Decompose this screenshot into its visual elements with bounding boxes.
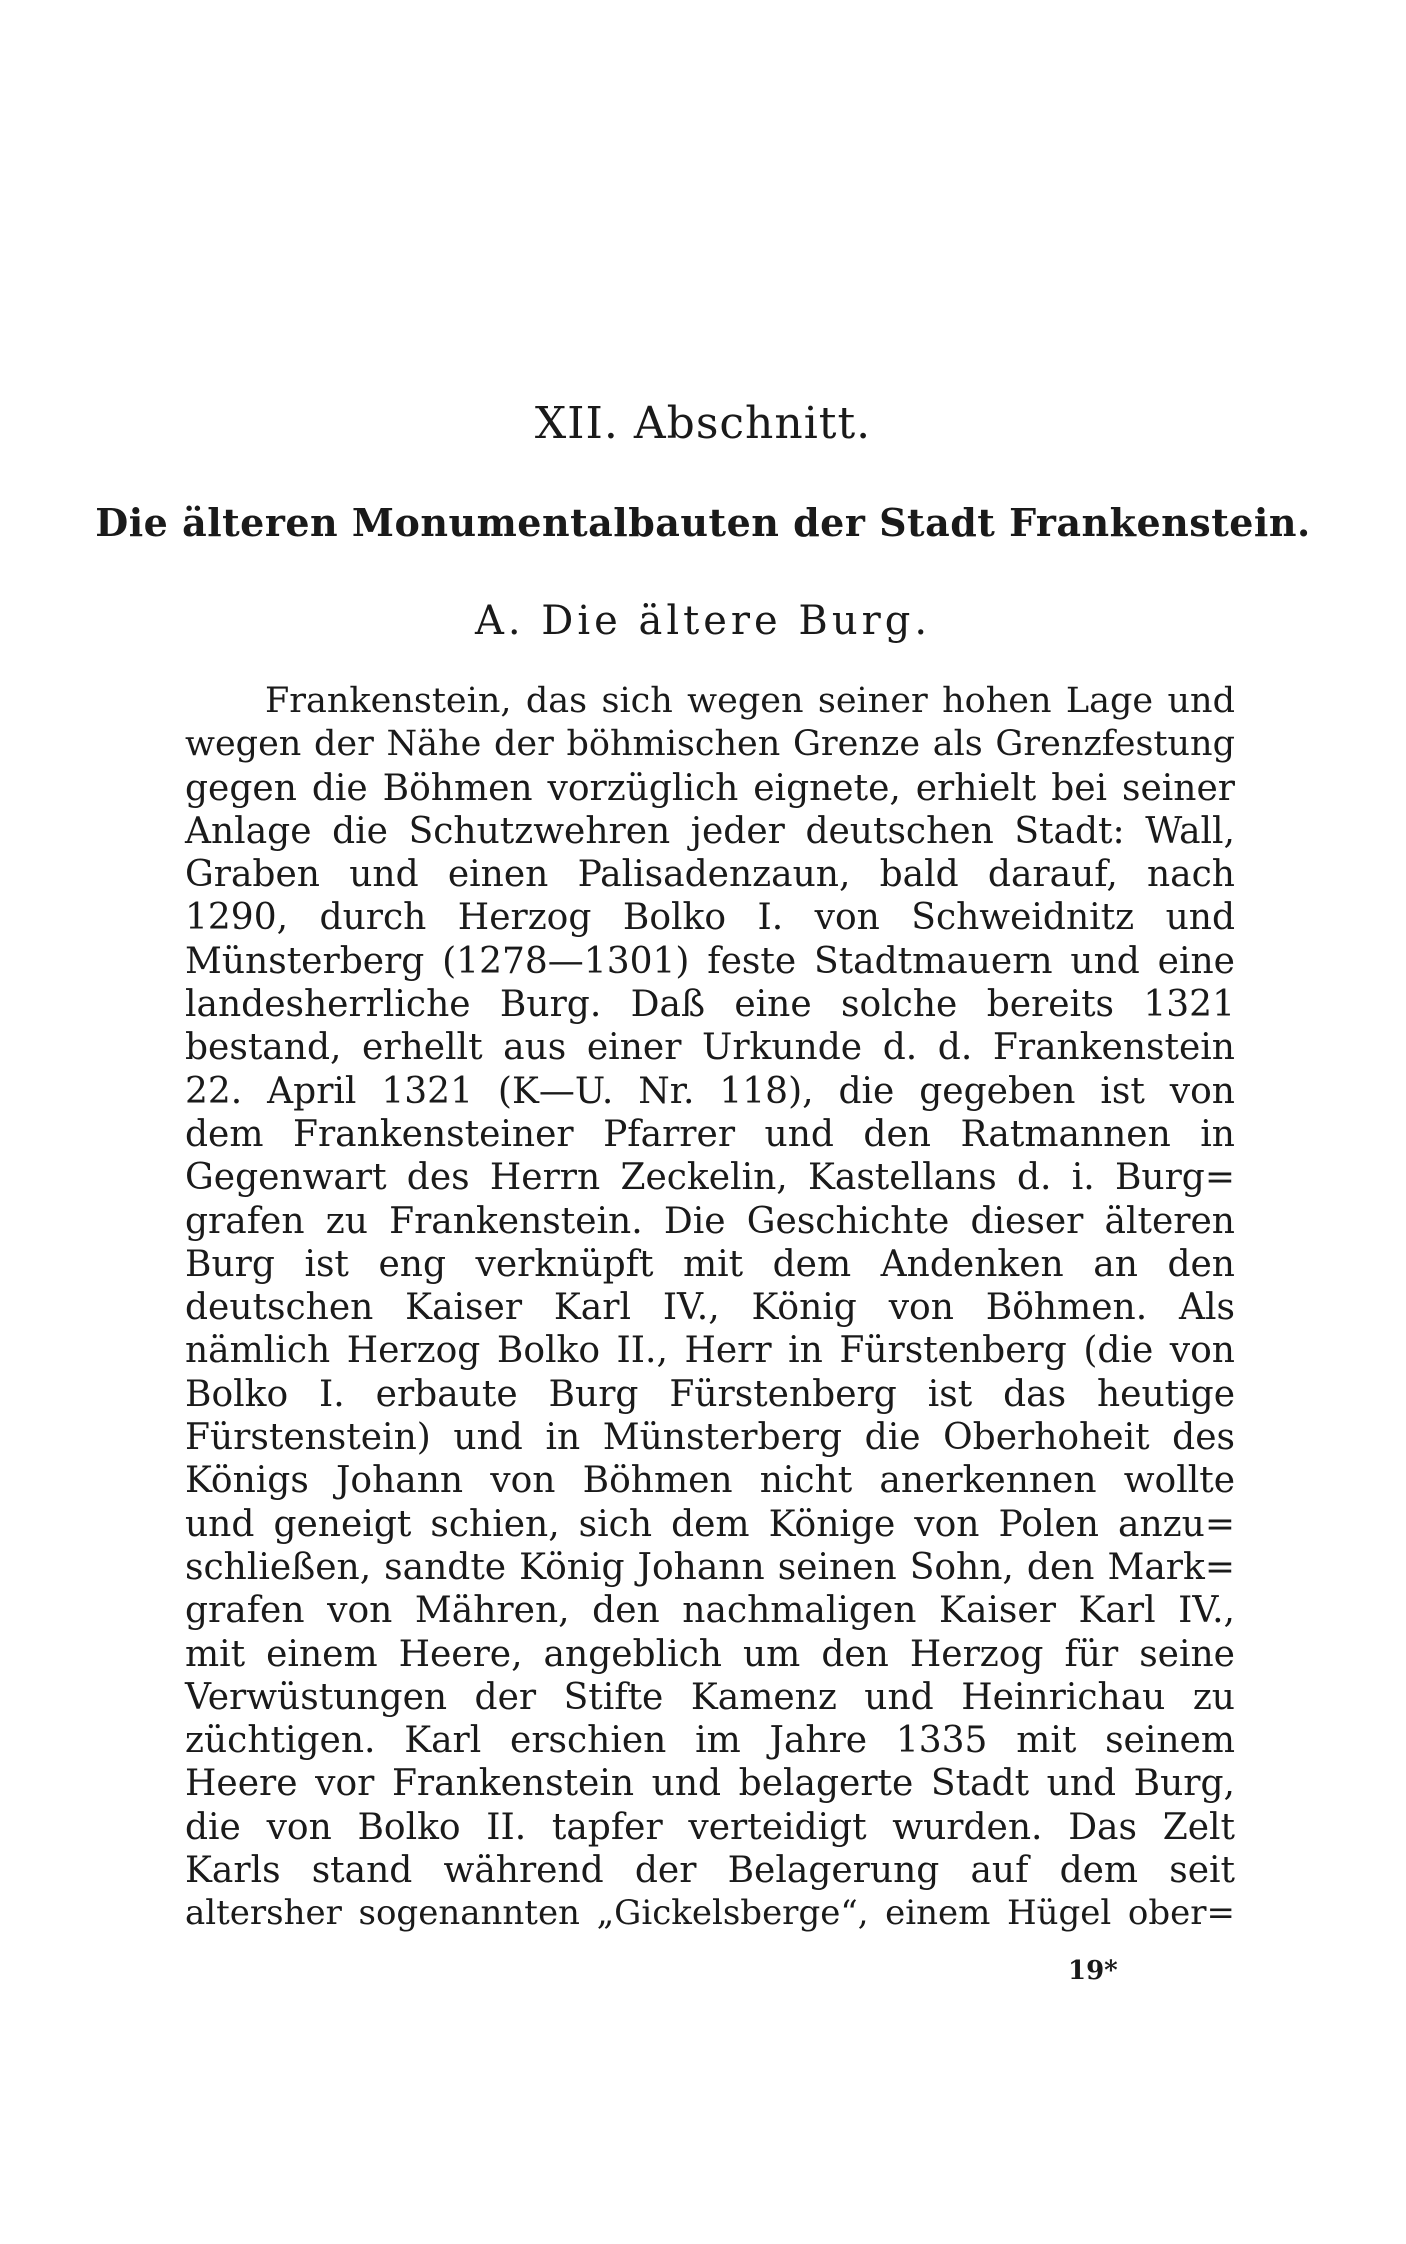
- text-line: mit einem Heere, angeblich um den Herzog für seine: [185, 1633, 1235, 1675]
- text-line: altersher sogenannten „Gickelsberge“, einem Hügel ober=: [185, 1893, 1235, 1934]
- text-line: Heere vor Frankenstein und belagerte Stadt und Burg,: [185, 1763, 1235, 1805]
- text-line: nämlich Herzog Bolko II., Herr in Fürstenberg (die von: [185, 1330, 1235, 1372]
- text-line: die von Bolko II. tapfer verteidigt wurden. Das Zelt: [185, 1806, 1235, 1848]
- text-line: landesherrliche Burg. Daß eine solche bereits 1321: [185, 984, 1235, 1026]
- text-line: dem Frankensteiner Pfarrer und den Ratmannen in: [185, 1113, 1235, 1155]
- subsection-title: A. Die ältere Burg.: [474, 598, 932, 644]
- text-line: Frankenstein, das sich wegen seiner hohen Lage und: [265, 681, 1235, 721]
- text-line: Königs Johann von Böhmen nicht anerkennen wollte: [185, 1460, 1235, 1502]
- text-line: 22. April 1321 (K—U. Nr. 118), die gegeben ist von: [185, 1070, 1235, 1112]
- chapter-title: Die älteren Monumentalbauten der Stadt Frankenstein.: [95, 500, 1311, 545]
- page-number: 19*: [1068, 1956, 1118, 1986]
- text-line: Burg ist eng verknüpft mit dem Andenken an den: [185, 1243, 1235, 1285]
- text-line: Bolko I. erbaute Burg Fürstenberg ist das heutige: [185, 1373, 1235, 1415]
- section-title: XII. Abschnitt.: [534, 398, 872, 449]
- text-line: Münsterberg (1278—1301) feste Stadtmauern und eine: [185, 940, 1235, 982]
- body-paragraph: [185, 680, 1235, 1936]
- text-line: Fürstenstein) und in Münsterberg die Oberhoheit des: [185, 1417, 1235, 1459]
- text-line: bestand, erhellt aus einer Urkunde d. d. Frankenstein: [185, 1027, 1235, 1069]
- text-line: schließen, sandte König Johann seinen Sohn, den Mark=: [185, 1546, 1235, 1588]
- text-line: 1290, durch Herzog Bolko I. von Schweidnitz und: [185, 897, 1235, 939]
- text-line: Verwüstungen der Stifte Kamenz und Heinrichau zu: [185, 1676, 1235, 1718]
- text-line: Gegenwart des Herrn Zeckelin, Kastellans d. i. Burg=: [185, 1157, 1235, 1199]
- text-line: grafen von Mähren, den nachmaligen Kaiser Karl IV.,: [185, 1590, 1235, 1632]
- text-line: grafen zu Frankenstein. Die Geschichte dieser älteren: [185, 1200, 1235, 1242]
- text-line: wegen der Nähe der böhmischen Grenze als Grenzfestung: [185, 724, 1235, 765]
- text-line: Karls stand während der Belagerung auf dem seit: [185, 1850, 1235, 1892]
- text-line: und geneigt schien, sich dem Könige von Polen anzu=: [185, 1503, 1235, 1545]
- text-line: gegen die Böhmen vorzüglich eignete, erhielt bei seiner: [185, 767, 1235, 809]
- text-line: züchtigen. Karl erschien im Jahre 1335 mit seinem: [185, 1720, 1235, 1762]
- text-line: Graben und einen Palisadenzaun, bald darauf, nach: [185, 854, 1235, 896]
- text-line: deutschen Kaiser Karl IV., König von Böhmen. Als: [185, 1287, 1235, 1329]
- text-line: Anlage die Schutzwehren jeder deutschen Stadt: Wall,: [185, 810, 1235, 852]
